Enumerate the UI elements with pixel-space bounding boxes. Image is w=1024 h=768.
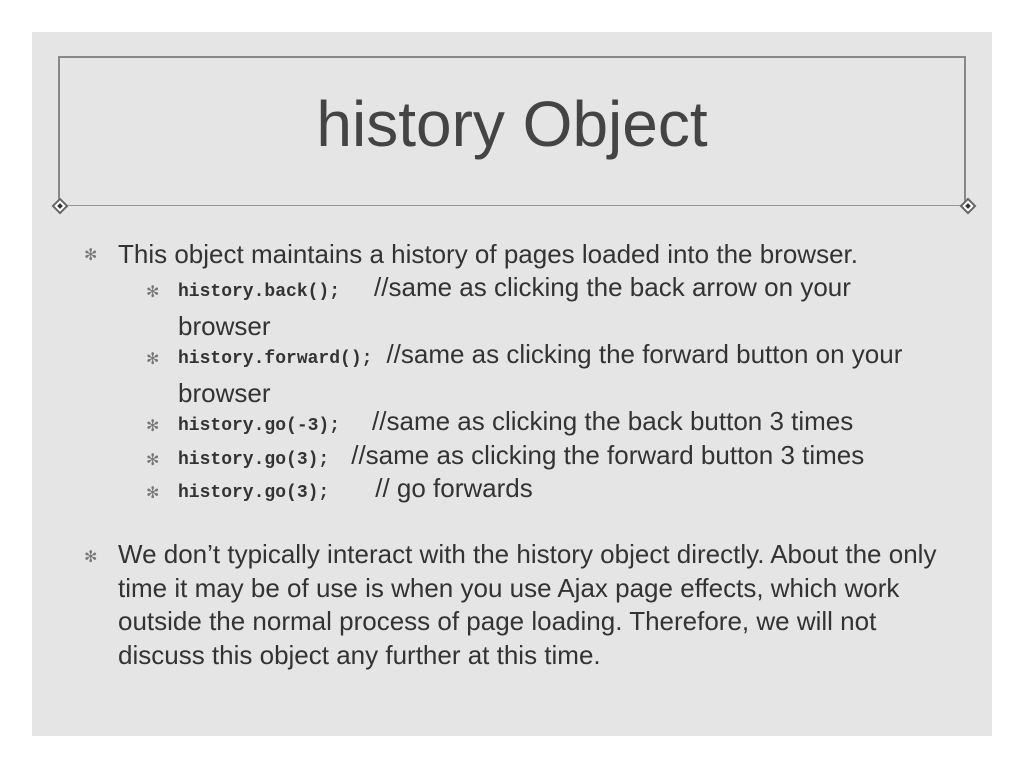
code-comment: //same as clicking the back button 3 times [372,406,854,436]
sub-bullet-star-icon: ✻ [146,485,160,502]
code-snippet: history.go(3); [178,483,330,503]
code-snippet: history.go(-3); [178,416,341,436]
code-snippet: history.forward(); [178,349,373,369]
sub-bullet-3 [178,405,938,444]
code-comment: //same as clicking the forward button 3 times [351,440,865,470]
code-comment: // go forwards [375,473,533,503]
bullet-star-icon: ✻ [84,549,98,566]
sub-bullet-star-icon: ✻ [146,418,160,435]
sub-bullet-2 [178,338,938,410]
slide-title: history Object [316,88,708,160]
sub-bullet-star-icon: ✻ [146,351,160,368]
bullet-2: We don’t typically interact with the history object directly. About the only time it may be of use is when you use Ajax page effects, which work outside the normal process of page loading. Therefore, we will not discuss this object any further at this time. [118,539,937,670]
sub-bullet-star-icon: ✻ [146,452,160,469]
code-snippet: history.go(3); [178,450,330,470]
code-comment: //same as clicking the back arrow on your browser [178,272,851,341]
bullet-star-icon: ✻ [84,247,98,264]
sub-bullet-5 [178,472,938,511]
code-comment: //same as clicking the forward button on your browser [178,339,903,408]
code-snippet: history.back(); [178,282,341,302]
sub-bullet-1 [178,271,938,343]
sub-bullet-star-icon: ✻ [146,284,160,301]
title-divider [58,205,968,206]
bullet-1: This object maintains a history of pages loaded into the browser. [118,239,858,269]
